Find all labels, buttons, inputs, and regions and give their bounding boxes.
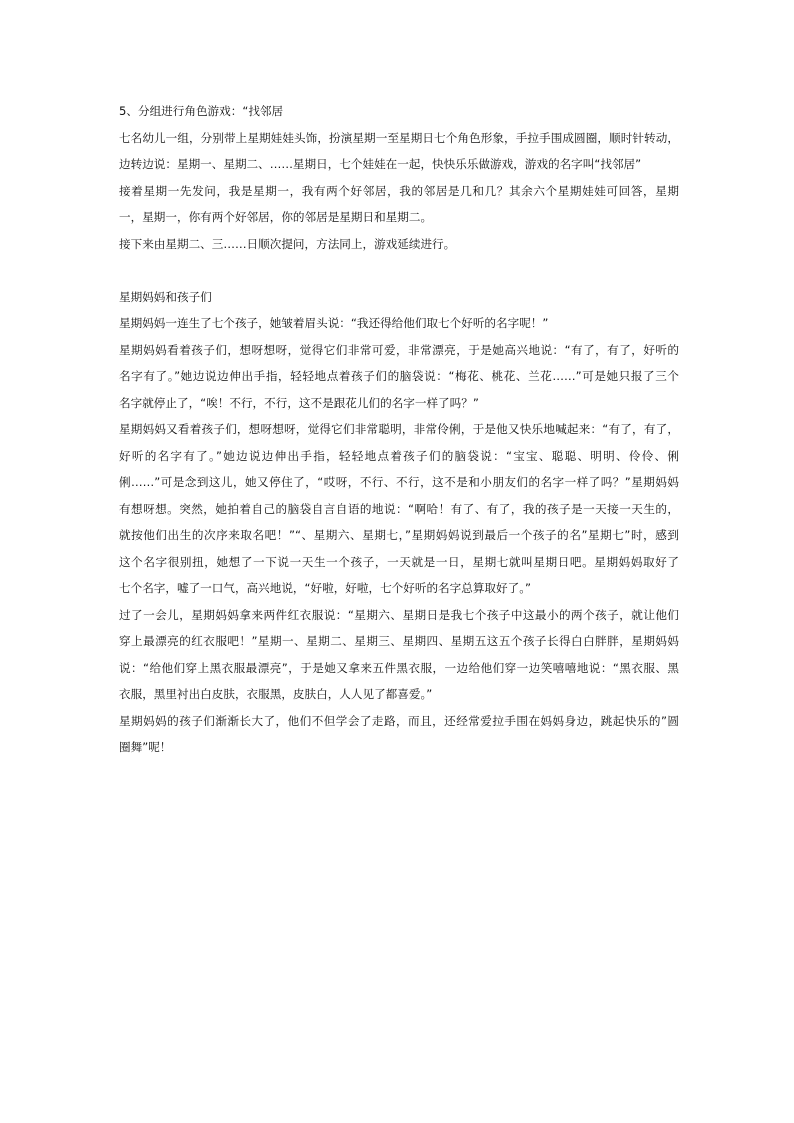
paragraph-line: 七名幼儿一组，分别带上星期娃娃头饰，扮演星期一至星期日七个角色形象，手拉手围成圆圈，顺时针转动， (119, 130, 679, 145)
paragraph-line: 过了一会儿，星期妈妈拿来两件红衣服说：“星期六、星期日是我七个孩子中这最小的两个孩子，就让他们 (119, 607, 679, 622)
paragraph-line: 星期妈妈的孩子们渐渐长大了，他们不但学会了走路，而且，还经常爱拉手围在妈妈身边，跳起快乐的”圆 (119, 713, 679, 728)
paragraph-line: 这个名字很别扭，她想了一下说一天生一个孩子，一天就是一日，星期七就叫星期日吧。星期妈妈取好了 (119, 554, 679, 569)
paragraph-line: 穿上最漂亮的红衣服吧！”星期一、星期二、星期三、星期四、星期五这五个孩子长得白白胖胖，星期妈妈 (119, 634, 679, 648)
paragraph-line: 接下来由星期二、三……日顺次提问，方法同上，游戏延续进行。 (119, 236, 456, 251)
story-title: 星期妈妈和孩子们 (119, 289, 212, 304)
section-heading-game: 5、分组进行角色游戏：“找邻居 (119, 104, 284, 118)
paragraph-line: 星期妈妈看着孩子们，想呀想呀，觉得它们非常可爱，非常漂亮，于是她高兴地说：“有了，有了，好听的 (119, 342, 679, 357)
paragraph-line: 衣服，黑里衬出白皮肤，衣服黑，皮肤白，人人见了都喜爱。” (119, 687, 433, 701)
paragraph-line: 就按他们出生的次序来取名吧！”“、星期六、星期七，”星期妈妈说到最后一个孩子的名”星期七”时，感到 (119, 528, 679, 542)
paragraph-line: 名字有了。”她边说边伸出手指，轻轻地点着孩子们的脑袋说：“梅花、桃花、兰花……”可是她只报了三个 (119, 369, 679, 383)
paragraph-line: 说：“给他们穿上黑衣服最漂亮”，于是她又拿来五件黑衣服，一边给他们穿一边笑嘻嘻地说：“黑衣服、黑 (119, 660, 679, 675)
paragraph-line: 七个名字，嘘了一口气，高兴地说，“好啦，好啦，七个好听的名字总算取好了。” (119, 581, 531, 595)
paragraph-line: 接着星期一先发问，我是星期一，我有两个好邻居，我的邻居是几和几？其余六个星期娃娃可回答，星期 (119, 183, 679, 198)
paragraph-line: 圈舞”呢！ (119, 740, 172, 754)
paragraph-line: 好听的名字有了。”她边说边伸出手指，轻轻地点着孩子们的脑袋说：“宝宝、聪聪、明明、伶伶、俐 (119, 448, 679, 463)
section-spacer (119, 257, 679, 284)
document-body (119, 98, 679, 761)
paragraph-line: 边转边说：星期一、星期二、……星期日，七个娃娃在一起，快快乐乐做游戏，游戏的名字叫“找邻居” (119, 157, 642, 171)
paragraph-line: 名字就停止了，“唉！不行，不行，这不是跟花儿们的名字一样了吗？” (119, 395, 479, 410)
paragraph-line: 星期妈妈又看着孩子们，想呀想呀，觉得它们非常聪明，非常伶俐，于是他又快乐地喊起来：“有了，有了， (119, 422, 679, 436)
paragraph-line: 一，星期一，你有两个好邻居，你的邻居是星期日和星期二。 (119, 210, 433, 224)
paragraph-line: 有想呀想。突然，她拍着自己的脑袋自言自语的地说：“啊哈！有了、有了，我的孩子是一天接一天生的， (119, 501, 679, 516)
paragraph-line: 俐……”可是念到这儿，她又停住了，“哎呀，不行、不行，这不是和小朋友们的名字一样了吗？”星期妈妈 (119, 475, 679, 489)
paragraph-line: 星期妈妈一连生了七个孩子，她皱着眉头说：“我还得给他们取七个好听的名字呢！” (119, 316, 549, 330)
